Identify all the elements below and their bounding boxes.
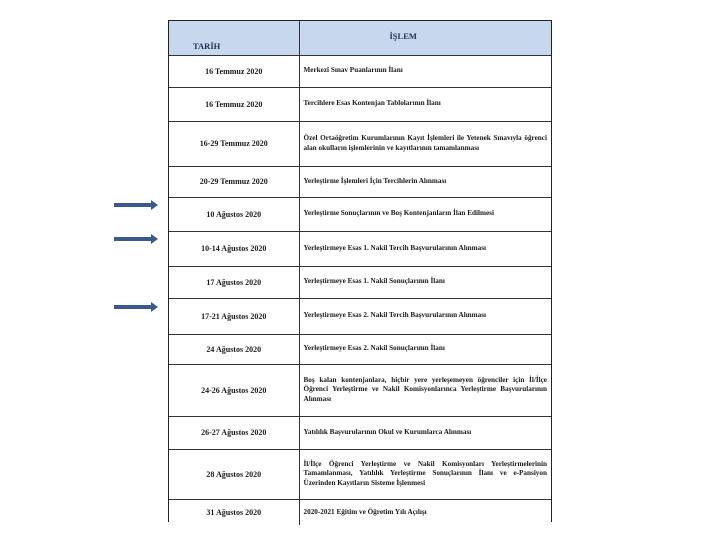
- date-column-header: TARİH: [169, 21, 299, 55]
- row-event: Yerleştirmeye Esas 2. Nakil Tercih Başvurularının Alınması: [299, 298, 551, 334]
- table-row: [169, 55, 551, 87]
- row-event: İl/İlçe Öğrenci Yerleştirme ve Nakil Komisyonları Yerleştirmelerinin Tamamlanması, Yatılılık Yerleştirme Sonuçlarının İlanı ve e-Pansiyon Üzerinden Kayıtların Sisteme İşlenmesi: [299, 449, 551, 499]
- table-row: [169, 231, 551, 266]
- row-date: 10 Ağustos 2020: [169, 197, 299, 231]
- table-row: [169, 499, 551, 525]
- row-event: Yatılılık Başvurularının Okul ve Kurumlarca Alınması: [299, 416, 551, 449]
- arrow-pointer-icon: [114, 203, 152, 207]
- row-date: 16-29 Temmuz 2020: [169, 121, 299, 166]
- row-event: Yerleştirmeye Esas 1. Nakil Sonuçlarının İlanı: [299, 266, 551, 298]
- table-row: [169, 334, 551, 364]
- table-row: [169, 87, 551, 121]
- row-date: 28 Ağustos 2020: [169, 449, 299, 499]
- row-event: Yerleştirme Sonuçlarının ve Boş Kontenjanların İlan Edilmesi: [299, 197, 551, 231]
- row-event: 2020-2021 Eğitim ve Öğretim Yılı Açılışı: [303, 507, 427, 516]
- row-event: Tercihlere Esas Kontenjan Tablolarının İlanı: [299, 87, 551, 121]
- row-event: Özel Ortaöğretim Kurumlarının Kayıt İşlemleri ile Yetenek Sınavıyla öğrenci alan okulların işlemlerinin ve kayıtlarının tamamlanması: [299, 121, 551, 166]
- table-row: [169, 416, 551, 449]
- schedule-table: [169, 21, 551, 525]
- row-event: Boş kalan kontenjanlara, hiçbir yere yerleşemeyen öğrenciler için İl/İlçe Öğrenci Yerleştirme ve Nakil Komisyonlarınca Yerleştirme Başvurularının Alınması: [299, 364, 551, 416]
- row-event: Merkezî Sınav Puanlarının İlanı: [299, 55, 551, 87]
- arrow-pointer-icon: [114, 237, 152, 241]
- schedule-document: [168, 20, 552, 522]
- row-date: 31 Ağustos 2020: [169, 499, 299, 525]
- row-event: Yerleştirmeye Esas 1. Nakil Tercih Başvurularının Alınması: [299, 231, 551, 266]
- row-date: 17-21 Ağustos 2020: [169, 298, 299, 334]
- table-row: [169, 266, 551, 298]
- row-date: 10-14 Ağustos 2020: [169, 231, 299, 266]
- row-date: 24-26 Ağustos 2020: [169, 364, 299, 416]
- row-date: 16 Temmuz 2020: [169, 87, 299, 121]
- table-row: [169, 121, 551, 166]
- arrow-pointer-icon: [114, 305, 152, 309]
- row-date: 16 Temmuz 2020: [169, 55, 299, 87]
- table-header-row: [169, 21, 551, 55]
- table-row: [169, 197, 551, 231]
- row-date: 26-27 Ağustos 2020: [169, 416, 299, 449]
- row-date: 24 Ağustos 2020: [169, 334, 299, 364]
- table-row: [169, 364, 551, 416]
- row-event: Yerleştirme İşlemleri İçin Tercihlerin Alınması: [299, 166, 551, 197]
- row-date: 20-29 Temmuz 2020: [169, 166, 299, 197]
- table-row: [169, 166, 551, 197]
- table-row: [169, 449, 551, 499]
- row-date: 17 Ağustos 2020: [169, 266, 299, 298]
- row-event: Yerleştirmeye Esas 2. Nakil Sonuçlarının İlanı: [299, 334, 551, 364]
- table-row: [169, 298, 551, 334]
- event-column-header: İŞLEM: [299, 21, 551, 55]
